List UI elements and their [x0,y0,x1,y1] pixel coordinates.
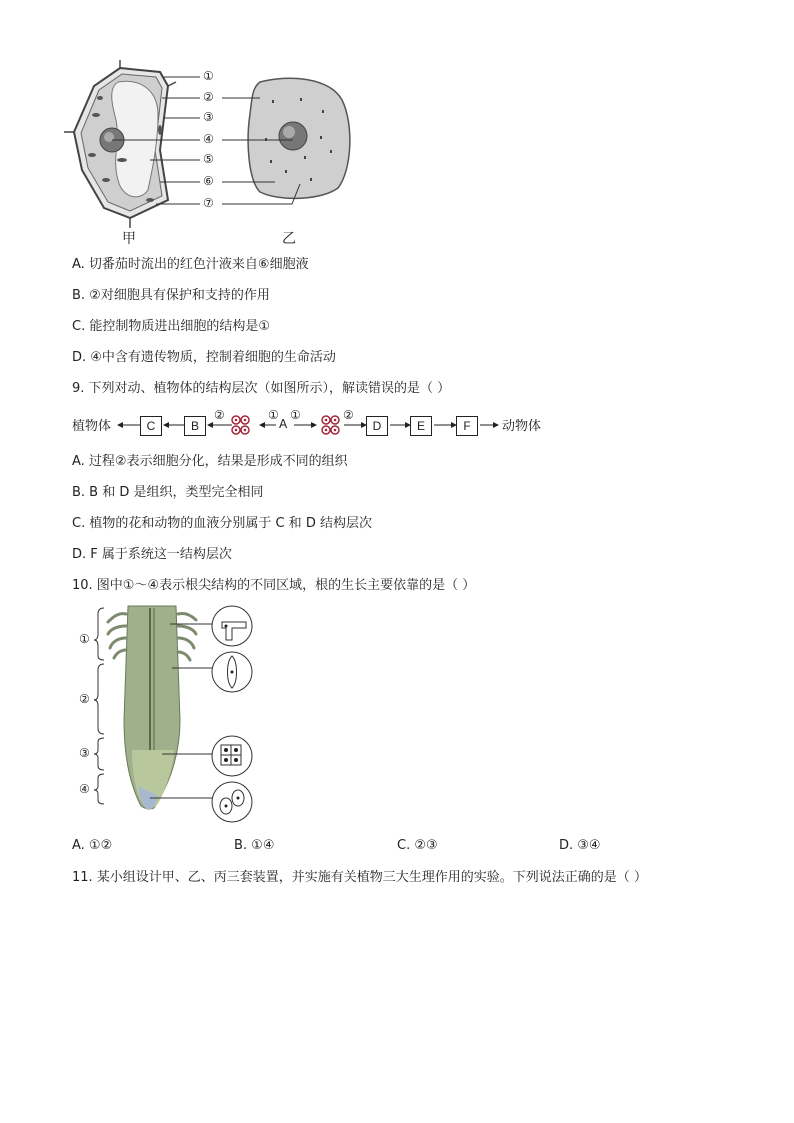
label-4: ④ [203,132,214,146]
q8-option-a: A. 切番茄时流出的红色汁液来自⑥细胞液 [72,257,309,272]
label-1: ① [203,69,214,83]
label-3: ③ [203,110,214,124]
q9-option-d: D. F 属于系统这一结构层次 [72,547,232,562]
label-6: ⑥ [203,174,214,188]
region-label-3: ③ [79,746,90,760]
q11-stem: 11. 某小组设计甲、乙、丙三套装置，并实施有关植物三大生理作用的实验。下列说法正确的是（ ） [72,870,647,885]
root-cap-cell-circle [212,782,252,822]
label-7: ⑦ [203,196,214,210]
q10-option-d: D. ③④ [559,838,601,853]
q9-option-a: A. 过程②表示细胞分化，结果是形成不同的组织 [72,454,348,469]
q9-stem: 9. 下列对动、植物体的结构层次（如图所示），解读错误的是（ ） [72,381,451,396]
q10-option-c: C. ②③ [397,838,438,853]
region-label-1: ① [79,632,90,646]
q10-option-b: B. ①④ [234,838,275,853]
box-d: D [366,416,388,436]
q10-stem: 10. 图中①～④表示根尖结构的不同区域，根的生长主要依靠的是（ ） [72,578,476,593]
arrow-label-1-left: ① [268,408,279,422]
arrow-label-1-right: ① [290,408,301,422]
node-a: A [279,417,288,431]
box-f: F [456,416,478,436]
box-e: E [410,416,432,436]
arrow-label-2-right: ② [343,408,354,422]
caption-jia: 甲 [122,231,136,247]
label-2: ② [203,90,214,104]
arrow-label-2-left: ② [214,408,225,422]
label-5: ⑤ [203,152,214,166]
q10-option-a: A. ①② [72,838,113,853]
cell-cluster-right [322,416,339,434]
hierarchy-diagram [72,408,562,440]
q8-option-d: D. ④中含有遗传物质，控制着细胞的生命活动 [72,350,336,365]
animal-body-label: 动物体 [502,419,542,434]
cell-cluster-left [232,416,249,434]
q9-option-c: C. 植物的花和动物的血液分别属于 C 和 D 结构层次 [72,516,372,531]
q8-option-c: C. 能控制物质进出细胞的结构是① [72,319,270,334]
plant-body-label: 植物体 [72,419,112,434]
root-tip-diagram [76,600,266,830]
region-label-2: ② [79,692,90,706]
box-c: C [140,416,162,436]
meristem-cell-circle [212,736,252,776]
q8-option-b: B. ②对细胞具有保护和支持的作用 [72,288,270,303]
q9-option-b: B. B 和 D 是组织，类型完全相同 [72,485,264,500]
box-b: B [184,416,206,436]
q10-options [72,838,692,856]
region-label-4: ④ [79,782,90,796]
caption-yi: 乙 [282,231,296,247]
